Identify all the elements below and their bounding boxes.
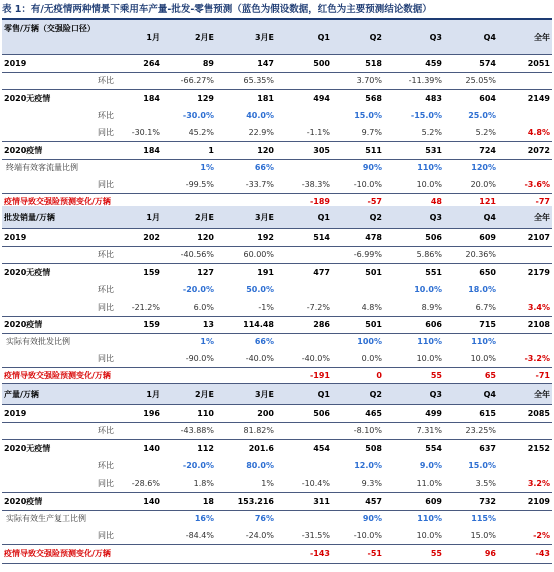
row-label: 同比	[98, 354, 114, 363]
table-cell: 55	[430, 549, 442, 558]
table-row	[2, 474, 552, 493]
table-cell: 3.5%	[475, 478, 496, 488]
table-row	[2, 544, 552, 564]
table-cell: 1%	[261, 478, 274, 488]
table-cell: 1	[208, 145, 214, 155]
table-cell	[500, 107, 550, 124]
table-row	[2, 107, 552, 124]
table-cell: -2%	[533, 531, 550, 540]
table-cell: 9.7%	[361, 128, 382, 137]
table-cell: 184	[143, 145, 160, 155]
table-cell	[276, 72, 330, 89]
table-cell: 6.7%	[475, 302, 496, 312]
table-cell	[122, 544, 160, 563]
column-header: 全年	[534, 32, 550, 42]
table-cell: 1%	[200, 337, 214, 346]
table-cell: -189	[309, 196, 330, 206]
table-cell: 18	[202, 496, 214, 506]
table-cell: 609	[479, 232, 496, 242]
table-row	[2, 89, 552, 107]
table-cell: 120	[257, 145, 274, 155]
table-cell	[122, 159, 160, 176]
table-cell: 501	[365, 267, 382, 277]
table-row	[2, 124, 552, 142]
table-cell: 89	[202, 58, 214, 68]
table-cell: 191	[257, 267, 274, 277]
table-cell: 20.36%	[465, 250, 496, 259]
table-cell: -51	[367, 549, 382, 558]
row-label: 2019	[4, 58, 27, 68]
table-cell: 200	[257, 408, 274, 418]
table-cell: 76%	[254, 514, 274, 523]
table-cell: -43	[535, 549, 550, 558]
table-cell	[276, 457, 330, 474]
column-header: 3月E	[254, 389, 274, 399]
table-cell: 110	[197, 408, 214, 418]
table-cell	[276, 510, 330, 527]
table-cell: 66%	[254, 163, 274, 172]
table-cell: 615	[479, 408, 496, 418]
table-cell	[500, 246, 550, 263]
section-header-row	[2, 384, 552, 405]
table-cell	[122, 281, 160, 298]
table-cell: 511	[365, 145, 382, 155]
row-label: 环比	[98, 285, 114, 294]
table-cell: 506	[313, 408, 330, 418]
table-cell: 2108	[527, 320, 550, 329]
table-cell: 153.216	[237, 496, 274, 506]
table-cell: -31.5%	[301, 531, 330, 540]
table-cell	[332, 281, 382, 298]
row-label: 同比	[98, 478, 114, 488]
section-header-row	[2, 20, 552, 55]
table-cell: 637	[479, 443, 496, 453]
table-cell: -10.0%	[353, 531, 382, 540]
table-cell: 45.2%	[188, 128, 214, 137]
table-cell: 10.0%	[416, 354, 442, 363]
table-cell: 110%	[471, 337, 496, 346]
table-cell: 15.0%	[470, 531, 496, 540]
column-header: Q1	[317, 212, 330, 222]
table-row	[2, 510, 552, 527]
row-label: 同比	[98, 302, 114, 312]
table-cell: 159	[143, 267, 160, 277]
table-cell: 110%	[417, 337, 442, 346]
column-header: 全年	[534, 389, 550, 399]
table-cell: -57	[367, 196, 382, 206]
table-cell: -30.1%	[131, 128, 160, 137]
column-header: 2月E	[194, 212, 214, 222]
row-label: 2020疫情	[4, 496, 43, 506]
table-cell: 15.0%	[468, 461, 496, 470]
table-cell: -1.1%	[306, 128, 330, 137]
table-cell: 12.0%	[354, 461, 382, 470]
row-label: 实际有效批发比例	[6, 337, 70, 346]
table-cell: 499	[425, 408, 442, 418]
table-cell: 574	[479, 58, 496, 68]
table-cell: 2109	[527, 496, 550, 506]
table-cell: 459	[425, 58, 442, 68]
table-row	[2, 316, 552, 334]
table-cell: -40.56%	[180, 250, 214, 259]
table-cell: 0.0%	[361, 354, 382, 363]
table-cell: 568	[365, 93, 382, 103]
table-cell: -77	[535, 196, 550, 206]
table-cell: 311	[313, 496, 330, 506]
table-cell	[276, 107, 330, 124]
table-cell: 494	[313, 93, 330, 103]
table-cell: 4.8%	[527, 128, 550, 137]
table-cell	[122, 510, 160, 527]
table-cell: 457	[365, 496, 382, 506]
table-row	[2, 298, 552, 317]
row-label: 2019	[4, 408, 27, 418]
table-cell: 604	[479, 93, 496, 103]
table-cell: -10.0%	[353, 180, 382, 189]
table-cell: -3.2%	[524, 354, 550, 363]
table-cell: 2072	[527, 145, 550, 155]
table-cell: -43.88%	[180, 426, 214, 435]
table-cell: 18.0%	[468, 285, 496, 294]
table-cell: 25.0%	[468, 111, 496, 120]
table-cell: -71	[535, 370, 550, 380]
table-cell: 2179	[527, 267, 550, 277]
table-cell: 4.8%	[361, 302, 382, 312]
table-cell: 2085	[527, 408, 550, 418]
table-cell: 80.0%	[246, 461, 274, 470]
table-cell: -20.0%	[182, 461, 214, 470]
table-cell: 65.35%	[243, 76, 274, 85]
table-row	[2, 246, 552, 264]
column-header: Q2	[369, 32, 382, 42]
table-row	[2, 159, 552, 176]
table-cell: -21.2%	[131, 302, 160, 312]
table-row	[2, 404, 552, 423]
table-cell: 5.86%	[416, 250, 442, 259]
table-cell: 129	[197, 93, 214, 103]
table-cell: 25.05%	[465, 76, 496, 85]
row-label: 同比	[98, 180, 114, 189]
table-cell: -30.0%	[182, 111, 214, 120]
column-header: Q2	[369, 389, 382, 399]
table-cell: 120	[197, 232, 214, 242]
table-cell	[500, 159, 550, 176]
table-cell	[500, 333, 550, 350]
table-cell: 10.0%	[414, 285, 442, 294]
table-cell: -8.10%	[353, 426, 382, 435]
table-cell: 2152	[527, 443, 550, 453]
table-cell: -3.6%	[524, 180, 550, 189]
table-cell: 201.6	[248, 443, 274, 453]
section-header-label: 批发销量/万辆	[4, 212, 55, 222]
table-cell: -143	[309, 549, 330, 558]
table-cell	[122, 72, 160, 89]
table-cell: 127	[197, 267, 214, 277]
table-cell: 8.9%	[421, 302, 442, 312]
table-row	[2, 422, 552, 440]
table-cell: 112	[197, 443, 214, 453]
table-cell: 22.9%	[248, 128, 274, 137]
table-row	[2, 439, 552, 457]
table-cell: 15.0%	[354, 111, 382, 120]
table-cell: 518	[365, 58, 382, 68]
section-header-label: 零售/万辆（交强险口径）	[4, 24, 95, 33]
table-row	[2, 492, 552, 511]
table-cell: 286	[313, 320, 330, 329]
table-title: 表 1：有/无疫情两种情景下乘用车产量-批发-零售预测（蓝色为假设数据，红色为主要预测结论数据）	[2, 4, 432, 15]
table-cell: -28.6%	[131, 478, 160, 488]
table-cell	[162, 367, 214, 383]
table-cell	[276, 333, 330, 350]
table-cell: -33.7%	[245, 180, 274, 189]
table-cell: 140	[143, 443, 160, 453]
table-cell: 715	[479, 320, 496, 329]
column-header: 1月	[146, 389, 160, 399]
table-cell: -40.0%	[301, 354, 330, 363]
table-cell	[500, 457, 550, 474]
table-cell: 121	[479, 196, 496, 206]
section-header-row	[2, 206, 552, 229]
table-cell: 16%	[194, 514, 214, 523]
section-header-label: 产量/万辆	[4, 389, 39, 399]
table-cell: -10.4%	[301, 478, 330, 488]
table-cell: 110%	[417, 163, 442, 172]
table-row	[2, 72, 552, 90]
column-header: 1月	[146, 32, 160, 42]
table-cell: -1%	[258, 302, 274, 312]
table-cell: 606	[425, 320, 442, 329]
table-cell: 147	[257, 58, 274, 68]
table-cell: 100%	[357, 337, 382, 346]
table-cell	[276, 281, 330, 298]
table-cell: 609	[425, 496, 442, 506]
row-label: 环比	[98, 250, 114, 259]
table-cell: 514	[313, 232, 330, 242]
table-cell: 184	[143, 93, 160, 103]
column-header: Q2	[369, 212, 382, 222]
column-header: 2月E	[194, 389, 214, 399]
table-cell: 483	[425, 93, 442, 103]
table-cell: 66%	[254, 337, 274, 346]
table-cell	[122, 367, 160, 383]
table-cell: 477	[313, 267, 330, 277]
table-cell	[500, 510, 550, 527]
row-label: 同比	[98, 128, 114, 137]
table-cell: -66.27%	[180, 76, 214, 85]
table-cell	[122, 350, 160, 367]
table-cell: 196	[143, 408, 160, 418]
table-cell	[122, 246, 160, 263]
table-cell	[500, 422, 550, 439]
table-cell: -40.0%	[245, 354, 274, 363]
table-cell: 159	[143, 320, 160, 329]
table-cell: -38.3%	[301, 180, 330, 189]
row-label: 环比	[98, 111, 114, 120]
table-cell: 500	[313, 58, 330, 68]
row-label: 同比	[98, 531, 114, 540]
table-cell: -15.0%	[410, 111, 442, 120]
table-cell: 732	[479, 496, 496, 506]
table-cell: -90.0%	[185, 354, 214, 363]
table-row	[2, 457, 552, 474]
table-cell: 9.3%	[361, 478, 382, 488]
table-cell: 114.48	[243, 320, 274, 329]
table-cell: 305	[313, 145, 330, 155]
table-cell: 454	[313, 443, 330, 453]
table-cell	[122, 527, 160, 544]
column-header: Q1	[317, 32, 330, 42]
table-cell: 192	[257, 232, 274, 242]
column-header: Q3	[429, 32, 442, 42]
table-cell: 96	[484, 549, 496, 558]
table-cell	[122, 176, 160, 193]
table-cell: 10.0%	[470, 354, 496, 363]
table-cell	[122, 107, 160, 124]
table-cell: -7.2%	[306, 302, 330, 312]
table-cell: 202	[143, 232, 160, 242]
table-row	[2, 176, 552, 194]
row-label: 疫情导致交强险预测变化/万辆	[4, 370, 111, 380]
table-cell: 55	[430, 370, 442, 380]
row-label: 环比	[98, 76, 114, 85]
table-cell: 90%	[362, 514, 382, 523]
table-row	[2, 54, 552, 73]
table-cell: 40.0%	[246, 111, 274, 120]
table-row	[2, 350, 552, 368]
table-cell: 0	[376, 370, 382, 380]
table-cell: 81.82%	[243, 426, 274, 435]
table-cell: 501	[365, 320, 382, 329]
table-cell: 110%	[417, 514, 442, 523]
table-cell: 5.2%	[421, 128, 442, 137]
table-cell: 551	[425, 267, 442, 277]
table-cell: 11.0%	[416, 478, 442, 488]
table-row	[2, 281, 552, 298]
table-cell: 478	[365, 232, 382, 242]
table-cell: 554	[425, 443, 442, 453]
table-cell	[122, 422, 160, 439]
table-cell: 3.2%	[527, 478, 550, 488]
table-cell: -24.0%	[245, 531, 274, 540]
table-cell: -191	[309, 370, 330, 380]
table-row	[2, 141, 552, 160]
table-cell: 2051	[527, 58, 550, 68]
table-cell: 3.4%	[527, 302, 550, 312]
table-cell: -20.0%	[182, 285, 214, 294]
table-cell: 9.0%	[419, 461, 442, 470]
row-label: 2020疫情	[4, 145, 43, 155]
table-cell: 1%	[200, 163, 214, 172]
table-cell: 508	[365, 443, 382, 453]
table-cell: 7.31%	[416, 426, 442, 435]
table-cell: -6.99%	[353, 250, 382, 259]
column-header: 全年	[534, 212, 550, 222]
table-cell: 10.0%	[416, 531, 442, 540]
table-cell: 115%	[471, 514, 496, 523]
row-label: 实际有效生产复工比例	[6, 514, 86, 523]
row-label: 2020无疫情	[4, 267, 51, 277]
table-row	[2, 527, 552, 545]
table-cell: -11.39%	[408, 76, 442, 85]
table-cell	[276, 159, 330, 176]
table-cell: 6.0%	[193, 302, 214, 312]
table-cell: 2149	[527, 93, 550, 103]
row-label: 2019	[4, 232, 27, 242]
row-label: 2020无疫情	[4, 443, 51, 453]
table-cell: 140	[143, 496, 160, 506]
table-cell: 2107	[527, 232, 550, 242]
table-cell: 48	[430, 196, 442, 206]
row-label: 环比	[98, 461, 114, 470]
table-cell: 120%	[471, 163, 496, 172]
table-row	[2, 367, 552, 384]
table-row	[2, 333, 552, 350]
table-cell	[276, 246, 330, 263]
table-cell	[162, 544, 214, 563]
column-header: Q4	[483, 32, 496, 42]
column-header: Q1	[317, 389, 330, 399]
table-cell: 264	[143, 58, 160, 68]
table-row	[2, 263, 552, 281]
table-cell: 90%	[362, 163, 382, 172]
table-cell	[500, 72, 550, 89]
table-cell: 724	[479, 145, 496, 155]
table-cell	[500, 281, 550, 298]
table-cell: 5.2%	[475, 128, 496, 137]
table-cell: -84.4%	[185, 531, 214, 540]
table-cell: 465	[365, 408, 382, 418]
column-header: 3月E	[254, 32, 274, 42]
table-cell: -99.5%	[185, 180, 214, 189]
table-cell	[122, 457, 160, 474]
table-cell: 506	[425, 232, 442, 242]
table-cell: 3.70%	[356, 76, 382, 85]
row-label: 环比	[98, 426, 114, 435]
table-cell: 181	[257, 93, 274, 103]
table-cell	[276, 422, 330, 439]
row-label: 2020无疫情	[4, 93, 51, 103]
row-label: 疫情导致交强险预测变化/万辆	[4, 196, 111, 206]
table-cell: 50.0%	[246, 285, 274, 294]
table-cell	[122, 333, 160, 350]
row-label: 疫情导致交强险预测变化/万辆	[4, 549, 111, 558]
table-cell	[216, 367, 274, 383]
column-header: Q4	[483, 389, 496, 399]
column-header: Q4	[483, 212, 496, 222]
row-label: 2020疫情	[4, 320, 43, 329]
table-cell: 20.0%	[470, 180, 496, 189]
table-cell: 60.00%	[243, 250, 274, 259]
column-header: 2月E	[194, 32, 214, 42]
table-cell: 531	[425, 145, 442, 155]
column-header: Q3	[429, 389, 442, 399]
column-header: 3月E	[254, 212, 274, 222]
table-cell: 1.8%	[193, 478, 214, 488]
table-cell	[216, 544, 274, 563]
table-cell: 23.25%	[465, 426, 496, 435]
table-cell: 650	[479, 267, 496, 277]
table-row	[2, 228, 552, 247]
column-header: Q3	[429, 212, 442, 222]
table-cell: 13	[202, 320, 214, 329]
row-label: 终端有效客流量比例	[6, 163, 78, 172]
table-cell: 10.0%	[416, 180, 442, 189]
column-header: 1月	[146, 212, 160, 222]
table-cell: 65	[484, 370, 496, 380]
